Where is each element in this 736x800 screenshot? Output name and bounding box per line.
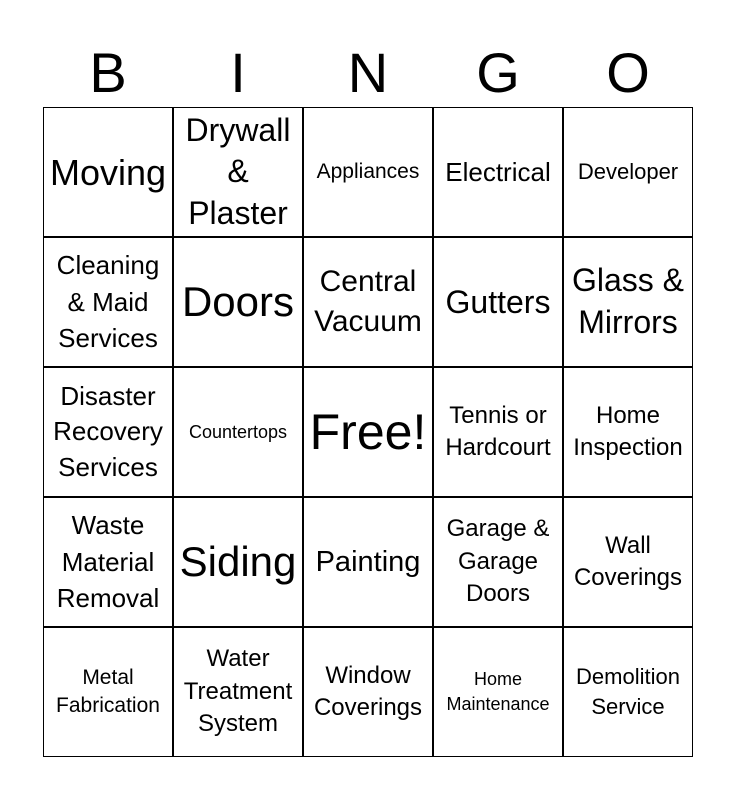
bingo-cell[interactable] — [173, 367, 303, 497]
bingo-cell[interactable] — [563, 237, 693, 367]
bingo-cell[interactable] — [563, 107, 693, 237]
bingo-cell[interactable] — [563, 367, 693, 497]
bingo-cell[interactable] — [563, 497, 693, 627]
bingo-header — [43, 38, 693, 108]
cell-label: Garage & Garage Doors — [446, 515, 550, 608]
cell-label: Tennis or Hardcourt — [445, 401, 551, 461]
cell-label: Painting — [315, 545, 421, 578]
header-letter-i: I — [230, 41, 246, 104]
cell-label: Moving — [49, 151, 167, 193]
header-letter-n: N — [347, 41, 389, 104]
bingo-cell[interactable] — [303, 107, 433, 237]
bingo-cell[interactable] — [433, 627, 563, 757]
bingo-cell[interactable] — [173, 627, 303, 757]
bingo-cell[interactable] — [563, 627, 693, 757]
bingo-cell[interactable] — [303, 367, 433, 497]
cell-label: Window Coverings — [313, 661, 423, 721]
bingo-cell[interactable] — [303, 627, 433, 757]
bingo-cell[interactable] — [43, 627, 173, 757]
cell-label: Home Inspection — [573, 401, 683, 461]
header-letter-b: B — [89, 41, 127, 104]
cell-label: Waste Material Removal — [56, 510, 160, 614]
cell-label: Cleaning & Maid Services — [56, 250, 160, 354]
cell-label: Doors — [181, 278, 295, 325]
cell-label: Siding — [179, 538, 297, 585]
cell-label: Home Maintenance — [446, 668, 550, 714]
cell-label: Electrical — [445, 156, 551, 187]
cell-label: Glass & Mirrors — [571, 262, 685, 340]
header-letter-o: O — [606, 41, 650, 104]
bingo-cell[interactable] — [173, 497, 303, 627]
cell-label: Demolition Service — [576, 664, 680, 719]
header-letter-g: G — [476, 41, 520, 104]
bingo-cell[interactable] — [433, 107, 563, 237]
cell-label: Countertops — [188, 421, 288, 442]
cell-label: Appliances — [316, 159, 420, 183]
cell-label: Water Treatment System — [183, 645, 293, 738]
cell-label: Free! — [309, 404, 427, 460]
bingo-cell[interactable] — [43, 497, 173, 627]
bingo-cell[interactable] — [303, 497, 433, 627]
cell-label: Drywall & Plaster — [185, 111, 291, 231]
bingo-cell[interactable] — [43, 107, 173, 237]
bingo-cell[interactable] — [433, 497, 563, 627]
bingo-cell[interactable] — [173, 237, 303, 367]
bingo-cell[interactable] — [433, 237, 563, 367]
cell-label: Disaster Recovery Services — [53, 381, 163, 482]
cell-label: Developer — [577, 159, 679, 185]
cell-label: Metal Fabrication — [56, 665, 160, 717]
bingo-cell[interactable] — [173, 107, 303, 237]
cell-label: Central Vacuum — [314, 264, 422, 338]
cell-label: Wall Coverings — [573, 531, 683, 591]
bingo-cell[interactable] — [43, 367, 173, 497]
bingo-cell[interactable] — [303, 237, 433, 367]
bingo-cell[interactable] — [43, 237, 173, 367]
bingo-grid — [43, 107, 693, 757]
cell-label: Gutters — [445, 284, 551, 320]
bingo-cell[interactable] — [433, 367, 563, 497]
